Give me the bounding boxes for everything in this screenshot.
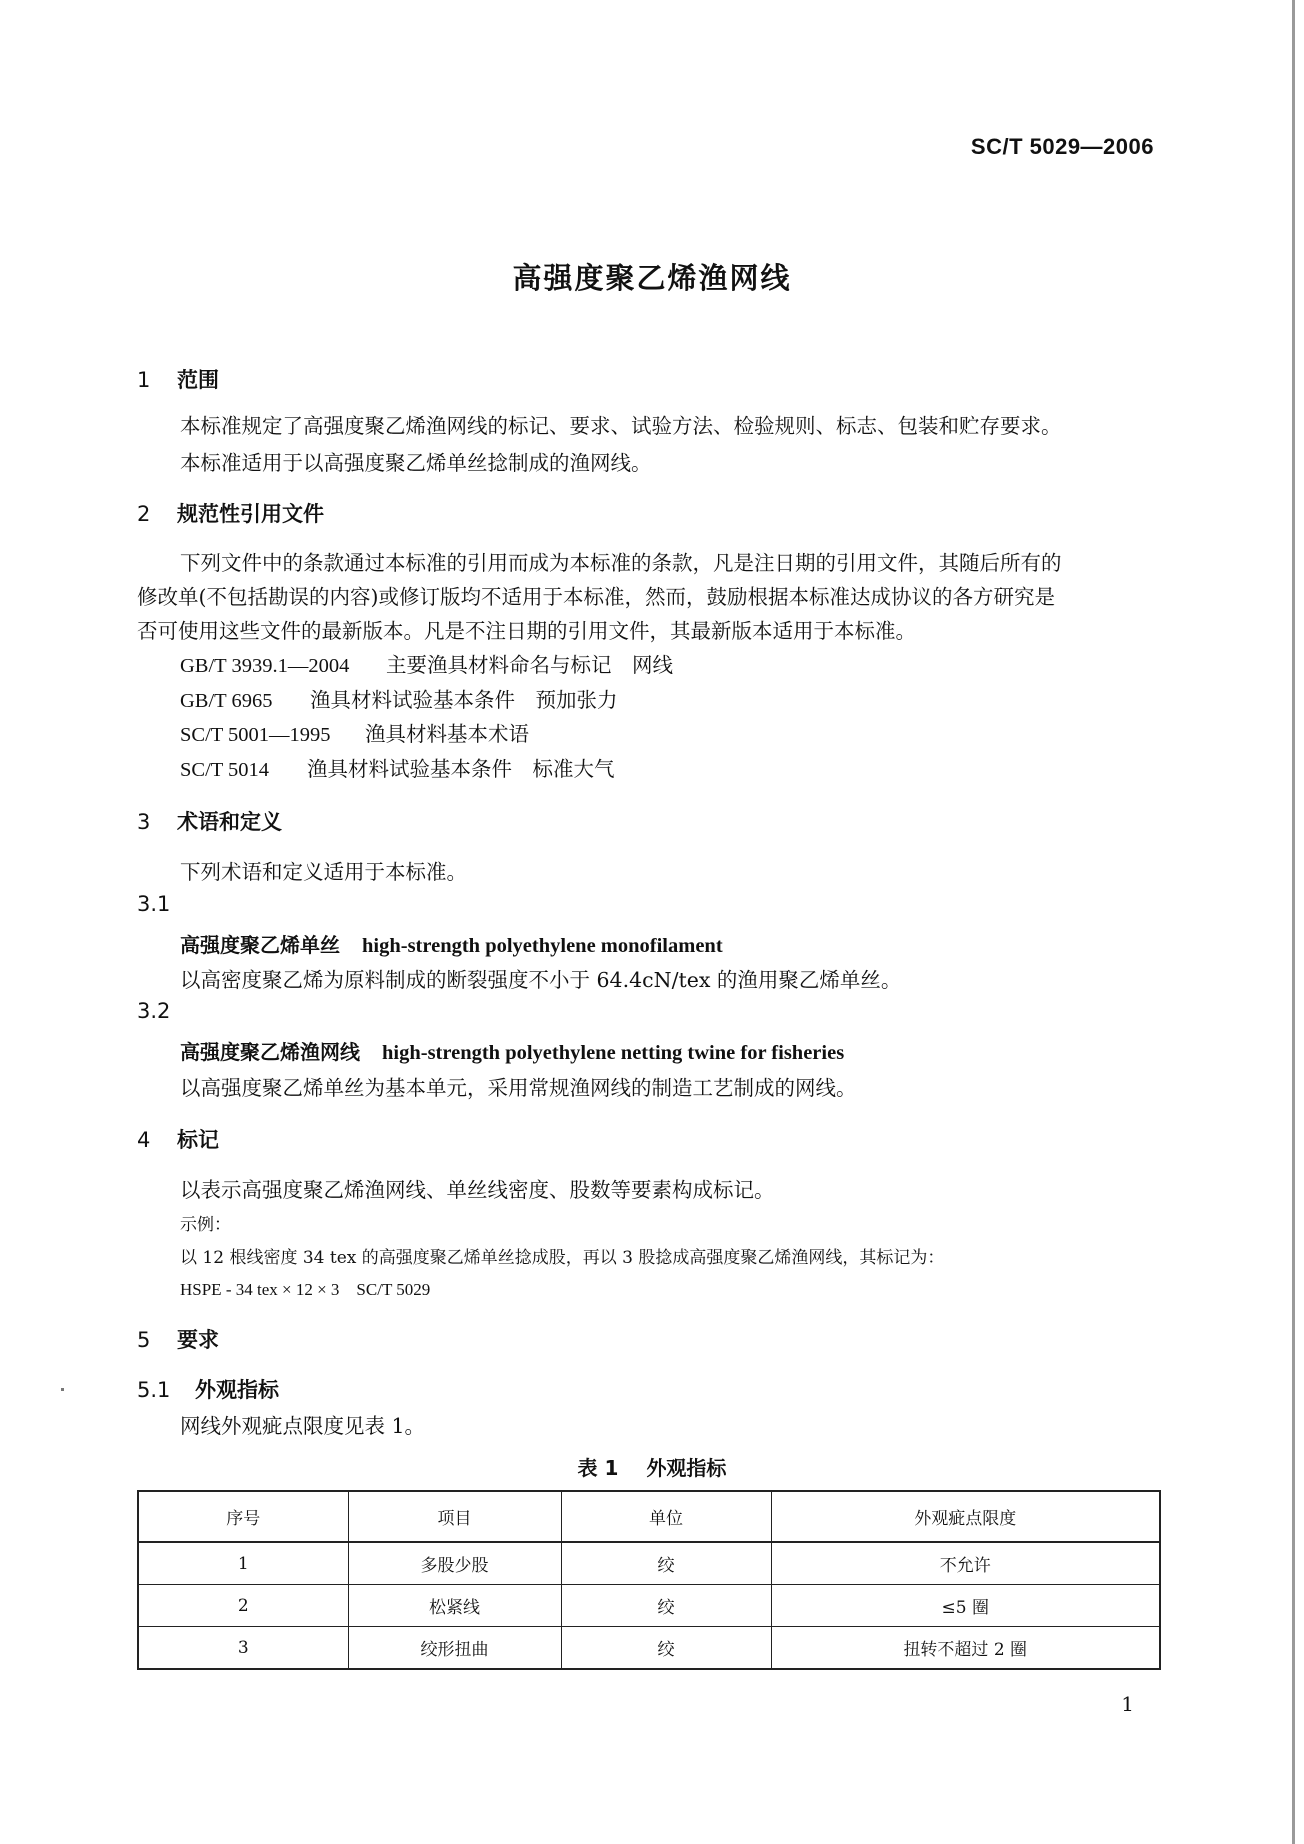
table-caption-number: 表 1 (577, 1456, 619, 1480)
table-header-row (138, 1491, 1160, 1542)
reference-title: 渔具材料试验基本条件 预加张力 (310, 688, 618, 712)
table-caption-title: 外观指标 (646, 1456, 727, 1480)
section-title: 要求 (177, 1328, 219, 1352)
reference-item (180, 752, 615, 782)
section-title: 规范性引用文件 (177, 502, 324, 526)
section-2-intro-line-1: 下列文件中的条款通过本标准的引用而成为本标准的条款，凡是注日期的引用文件，其随后所有的 (180, 551, 1062, 575)
table-cell: 扭转不超过 2 圈 (771, 1627, 1160, 1670)
section-title: 术语和定义 (177, 810, 282, 834)
section-5-heading (137, 1324, 219, 1354)
section-number: 5 (137, 1328, 151, 1352)
section-number: 1 (137, 368, 151, 392)
example-label: 示例： (180, 1215, 231, 1235)
term-number: 3.1 (137, 892, 171, 916)
term-chinese: 高强度聚乙烯单丝 (180, 933, 340, 957)
subsection-title: 外观指标 (195, 1378, 279, 1402)
section-5-1-paragraph: 网线外观疵点限度见表 1。 (180, 1414, 426, 1438)
column-header: 单位 (561, 1491, 771, 1542)
table-cell: 松紧线 (348, 1585, 561, 1627)
table-cell: 多股少股 (348, 1542, 561, 1585)
table-row (138, 1627, 1160, 1670)
term-heading (180, 1036, 844, 1065)
reference-code: SC/T 5014 (180, 759, 270, 781)
section-2-intro-line-3: 否可使用这些文件的最新版本。凡是不注日期的引用文件，其最新版本适用于本标准。 (137, 619, 916, 643)
subsection-number: 5.1 (137, 1378, 171, 1402)
table-cell: 不允许 (771, 1542, 1160, 1585)
standard-number: SC/T 5029—2006 (970, 134, 1154, 159)
term-english: high-strength polyethylene monofilament (362, 935, 723, 957)
reference-code: GB/T 3939.1—2004 (180, 655, 350, 677)
section-3-heading (137, 806, 282, 836)
term-english: high-strength polyethylene netting twine for fisheries (382, 1042, 845, 1064)
table-cell: 1 (138, 1542, 348, 1585)
section-number: 4 (137, 1128, 151, 1152)
reference-code: SC/T 5001—1995 (180, 724, 331, 746)
table-cell: ≤5 圈 (771, 1585, 1160, 1627)
column-header: 项目 (348, 1491, 561, 1542)
reference-item (180, 648, 673, 678)
section-2-heading (137, 498, 324, 528)
term-definition: 以高强度聚乙烯单丝为基本单元，采用常规渔网线的制造工艺制成的网线。 (180, 1076, 857, 1100)
reference-title: 渔具材料基本术语 (365, 722, 529, 746)
term-chinese: 高强度聚乙烯渔网线 (180, 1040, 360, 1064)
reference-code: GB/T 6965 (180, 690, 273, 712)
column-header: 序号 (138, 1491, 348, 1542)
section-title: 标记 (177, 1128, 219, 1152)
reference-title: 主要渔具材料命名与标记 网线 (386, 653, 673, 677)
reference-title: 渔具材料试验基本条件 标准大气 (307, 757, 615, 781)
reference-item (180, 683, 618, 713)
section-4-paragraph: 以表示高强度聚乙烯渔网线、单丝线密度、股数等要素构成标记。 (180, 1178, 775, 1202)
table-cell: 绞 (561, 1627, 771, 1670)
appearance-table (137, 1490, 1161, 1670)
table-row (138, 1542, 1160, 1585)
document-title: 高强度聚乙烯渔网线 (512, 261, 792, 295)
term-definition: 以高密度聚乙烯为原料制成的断裂强度不小于 64.4cN/tex 的渔用聚乙烯单丝。 (180, 968, 902, 992)
section-1-paragraph-2: 本标准适用于以高强度聚乙烯单丝捻制成的渔网线。 (180, 451, 652, 475)
section-number: 3 (137, 810, 151, 834)
reference-item (180, 717, 529, 747)
subsection-5-1-heading (137, 1374, 279, 1404)
column-header: 外观疵点限度 (771, 1491, 1160, 1542)
section-number: 2 (137, 502, 151, 526)
table-cell: 绞 (561, 1542, 771, 1585)
table-row (138, 1585, 1160, 1627)
term-number: 3.2 (137, 999, 171, 1023)
section-title: 范围 (177, 368, 219, 392)
example-text: 以 12 根线密度 34 tex 的高强度聚乙烯单丝捻成股，再以 3 股捻成高强度聚乙烯渔网线，其标记为： (180, 1248, 945, 1268)
section-3-intro: 下列术语和定义适用于本标准。 (180, 860, 467, 884)
table-cell: 3 (138, 1627, 348, 1670)
table-caption (0, 1452, 1304, 1481)
page-number: 1 (1121, 1692, 1134, 1716)
section-1-heading (137, 364, 219, 394)
example-mark: HSPE - 34 tex × 12 × 3 SC/T 5029 (180, 1280, 431, 1299)
section-2-intro-line-2: 修改单(不包括勘误的内容)或修订版均不适用于本标准，然而，鼓励根据本标准达成协议的各方研究是 (137, 585, 1055, 609)
term-heading (180, 929, 723, 958)
table-cell: 2 (138, 1585, 348, 1627)
scan-edge-line (1292, 0, 1295, 1844)
section-1-paragraph-1: 本标准规定了高强度聚乙烯渔网线的标记、要求、试验方法、检验规则、标志、包装和贮存要求。 (180, 414, 1062, 438)
scan-speck (61, 1388, 64, 1391)
section-4-heading (137, 1124, 219, 1154)
table-cell: 绞形扭曲 (348, 1627, 561, 1670)
table-cell: 绞 (561, 1585, 771, 1627)
